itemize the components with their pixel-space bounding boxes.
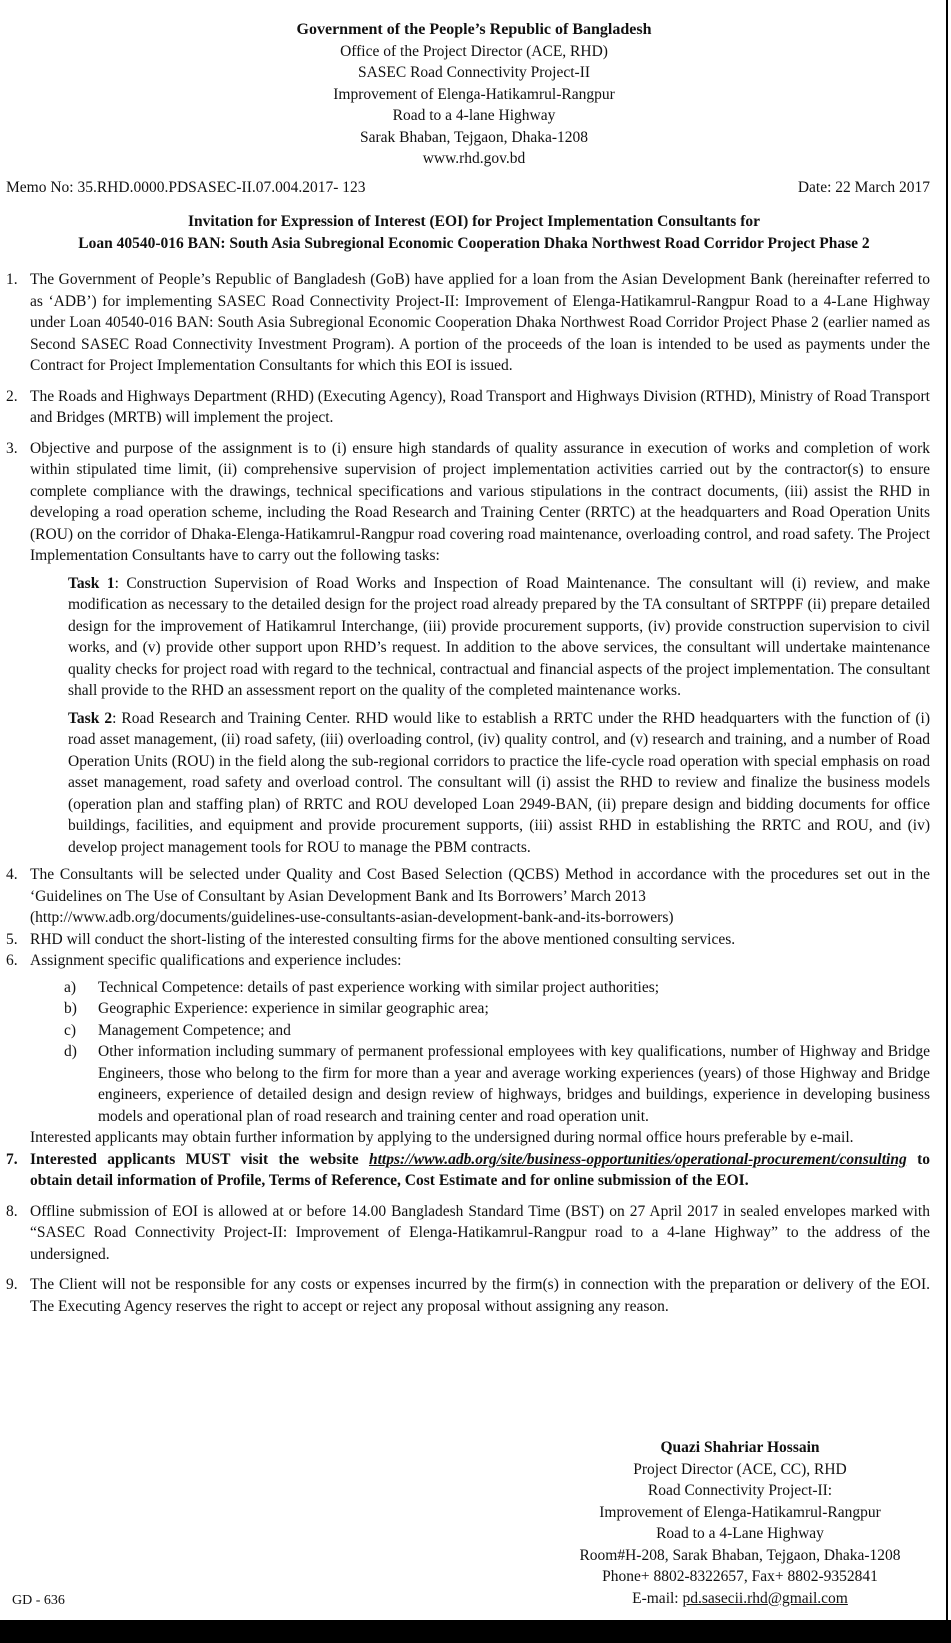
item-letter: d) [64, 1043, 77, 1060]
signatory-email-row [540, 1588, 940, 1610]
paragraph-1 [6, 269, 930, 377]
paragraph-number: 2. [6, 387, 18, 405]
task-text: : Road Research and Training Center. RHD would like to establish a RRTC under the RHD headquarters with the function of (i) road asset management, (ii) road safety, (iii) overloading control, (iv) quality control, and (v) research and training, and a number of Road Operation Units (ROU) in the field along the sub-regional corridors to practice the life-cycle road operation with special emphasis on road asset management, road safety and overload control. The consultant will (i) assist the RHD to review and finalize the business models (operation plan and staffing plan) of RRTC and ROU developed Loan 2949-BAN, (ii) prepare design and bidding documents for office buildings, facilities, and equipment and provide procurement supports, (iii) assist RHD in establishing the RRTC and ROU, and (iv) develop project management tools for ROU to manage the PBM contracts. [68, 709, 930, 856]
memo-date: Date: 22 March 2017 [797, 179, 930, 196]
title-line-1: Invitation for Expression of Interest (EOI) for Project Implementation Consultants for [187, 213, 761, 230]
item-text: Other information including summary of permanent professional employees with key qualifications, number of Highway and Bridge Engineers, those who belong to the firm for more than a year and average working experiences (years) of those Highway and Bridge engineers, experience of detailed design and design review of highways, bridges and buildings, experience in developing business models and operational plan of road research and training center and road operation unit. [98, 1043, 930, 1125]
signatory-address: Room#H-208, Sarak Bhaban, Tejgaon, Dhaka-1208 [579, 1546, 901, 1564]
item-letter: a) [64, 978, 77, 996]
list-item [6, 977, 930, 999]
paragraph-8 [6, 1201, 930, 1266]
task-1 [68, 573, 930, 702]
email-label: E-mail: [632, 1589, 683, 1607]
adb-website-link[interactable]: https://www.adb.org/site/business-opportunities/operational-procurement/consulting [368, 1150, 907, 1168]
item-text: Management Competence; and [98, 1021, 291, 1039]
paragraph-number: 3. [6, 439, 18, 457]
bottom-black-bar [0, 1620, 951, 1643]
signatory-highway: Road to a 4-Lane Highway [656, 1525, 824, 1542]
paragraph-3 [6, 438, 930, 567]
paragraph-text: The Consultants will be selected under Quality and Cost Based Selection (QCBS) Method in accordance with the procedures set out in the ‘Guidelines on The Use of Consultant by Asian Development Bank and Its Borrowers’ March 2013 [30, 866, 930, 905]
item-letter: c) [64, 1021, 77, 1039]
paragraph-number: 4. [6, 866, 18, 883]
paragraph-text-before: Interested applicants MUST visit the website [30, 1150, 369, 1168]
letterhead [0, 19, 948, 170]
paragraph-text: The Government of People’s Republic of Bangladesh (GoB) have applied for a loan from the Asian Development Bank (hereinafter referred to as ‘ADB’) for implementing SASEC Road Connectivity Project-II: Improvement of Elenga-Hatikamrul-Rangpur Road to a 4-Lane Highway under Loan 40540-016 BAN: South Asia Subregional Economic Cooperation Dhaka Northwest Road Corridor Project Phase 2 (earlier named as Second SASEC Road Connectivity Investment Program). A portion of the proceeds of the loan is intended to be used as payments under the Contract for Project Implementation Consultants for which this EOI is issued. [30, 271, 930, 374]
paragraph-number: 5. [6, 930, 18, 948]
website-line: www.rhd.gov.bd [422, 150, 526, 167]
paragraph-text: RHD will conduct the short-listing of the interested consulting firms for the above mentioned consulting services. [30, 930, 736, 948]
signatory-project: Road Connectivity Project-II: [647, 1482, 833, 1499]
list-item [6, 1041, 930, 1127]
paragraph-text: Assignment specific qualifications and experience includes: [30, 952, 402, 969]
memo-number: Memo No: 35.RHD.0000.PDSASEC-II.07.004.2017- 123 [6, 179, 366, 196]
eoi-title [0, 211, 948, 254]
email-link[interactable]: pd.sasecii.rhd@gmail.com [682, 1589, 848, 1607]
paragraph-number: 9. [6, 1276, 18, 1293]
task-2 [68, 708, 930, 859]
paragraph-2 [6, 386, 930, 429]
paragraph-text: The Client will not be responsible for any costs or expenses incurred by the firm(s) in connection with the preparation or delivery of the EOI. The Executing Agency reserves the right to accept or reject any proposal without assigning any reason. [30, 1276, 930, 1315]
project-line: SASEC Road Connectivity Project-II [357, 64, 591, 81]
paragraph-4 [6, 864, 930, 929]
task-text: : Construction Supervision of Road Works and Inspection of Road Maintenance. The consultant will (i) review, and make modification as necessary to the detailed design for the project road already prepared by the TA consultant of SRTPPF (ii) prepare detailed design for the improvement of Hatikamrul Interchange, (iii) provide procurement supports, (iv) provide construction supervision to civil works, and (v) provide other support upon RHD’s request. In addition to the above services, the consultant will undertake maintenance quality checks for project road with regard to the technical, contractual and financial aspects of the project implementation. The consultant shall provide to the RHD an assessment report on the quality of the completed maintenance works. [68, 574, 930, 699]
paragraph-7 [6, 1149, 930, 1192]
paragraph-number: 7. [6, 1150, 18, 1168]
guidelines-url[interactable]: (http://www.adb.org/documents/guidelines-use-consultants-asian-development-bank-and-its-borrowers) [30, 909, 674, 926]
highway-line: Road to a 4-lane Highway [392, 107, 556, 124]
eoi-body [6, 269, 930, 1326]
paragraph-9 [6, 1274, 930, 1317]
task-label: Task 2 [68, 709, 113, 727]
signatory-improvement: Improvement of Elenga-Hatikamrul-Rangpur [599, 1503, 881, 1521]
signatory-title: Project Director (ACE, CC), RHD [633, 1460, 847, 1478]
item-text: Geographic Experience: experience in similar geographic area; [98, 1000, 489, 1017]
paragraph-number: 1. [6, 271, 18, 288]
signatory-name: Quazi Shahriar Hossain [660, 1439, 820, 1456]
paragraph-5 [6, 929, 930, 951]
task-label: Task 1 [68, 574, 115, 592]
signatory-phone: Phone+ 8802-8322657, Fax+ 8802-9352841 [602, 1568, 878, 1585]
improvement-line: Improvement of Elenga-Hatikamrul-Rangpur [333, 85, 615, 103]
paragraph-text-after: to obtain detail information of Profile, Terms of Reference, Cost Estimate and for online submission of the EOI. [30, 1150, 930, 1189]
paragraph-number: 6. [6, 952, 18, 969]
further-info-text: Interested applicants may obtain further information by applying to the undersigned during normal office hours preferable by e-mail. [30, 1129, 854, 1146]
org-name: Government of the People’s Republic of Bangladesh [296, 21, 652, 38]
paragraph-text: The Roads and Highways Department (RHD) (Executing Agency), Road Transport and Highways Division (RTHD), Ministry of Road Transport and Bridges (MRTB) will implement the project. [30, 387, 930, 426]
item-text: Technical Competence: details of past experience working with similar project authorities; [98, 978, 660, 996]
list-item [6, 1020, 930, 1042]
paragraph-number: 8. [6, 1202, 18, 1220]
list-item [6, 998, 930, 1020]
paragraph-6 [6, 950, 930, 972]
title-line-2: Loan 40540-016 BAN: South Asia Subregional Economic Cooperation Dhaka Northwest Road Corridor Project Phase 2 [78, 234, 870, 252]
item-letter: b) [64, 1000, 77, 1017]
paragraph-text: Objective and purpose of the assignment is to (i) ensure high standards of quality assurance in execution of works and completion of work within stipulated time limit, (ii) comprehensive supervision of project implementation activities carried out by the contractor(s) to ensure complete compliance with the drawings, technical specifications and various stipulations in the contract documents, (iii) assist the RHD in developing a road operation scheme, including the Road Research and Training Center (RRTC) at the headquarters and Road Operation Units (ROU) on the corridor of Dhaka-Elenga-Hatikamrul-Rangpur road covering road maintenance, overloading control, and road safety. The Project Implementation Consultants have to carry out the following tasks: [30, 439, 930, 564]
paragraph-text: Offline submission of EOI is allowed at or before 14.00 Bangladesh Standard Time (BST) on 27 April 2017 in sealed envelopes marked with “SASEC Road Connectivity Project-II: Improvement of Elenga-Hatikamrul-Rangpur road to a 4-lane Highway” to the address of the undersigned. [30, 1202, 930, 1263]
address-line: Sarak Bhaban, Tejgaon, Dhaka-1208 [359, 128, 589, 146]
further-info-note [6, 1127, 930, 1149]
office-line: Office of the Project Director (ACE, RHD) [340, 42, 608, 60]
gd-code: GD - 636 [12, 1593, 65, 1608]
signature-block [540, 1437, 940, 1609]
